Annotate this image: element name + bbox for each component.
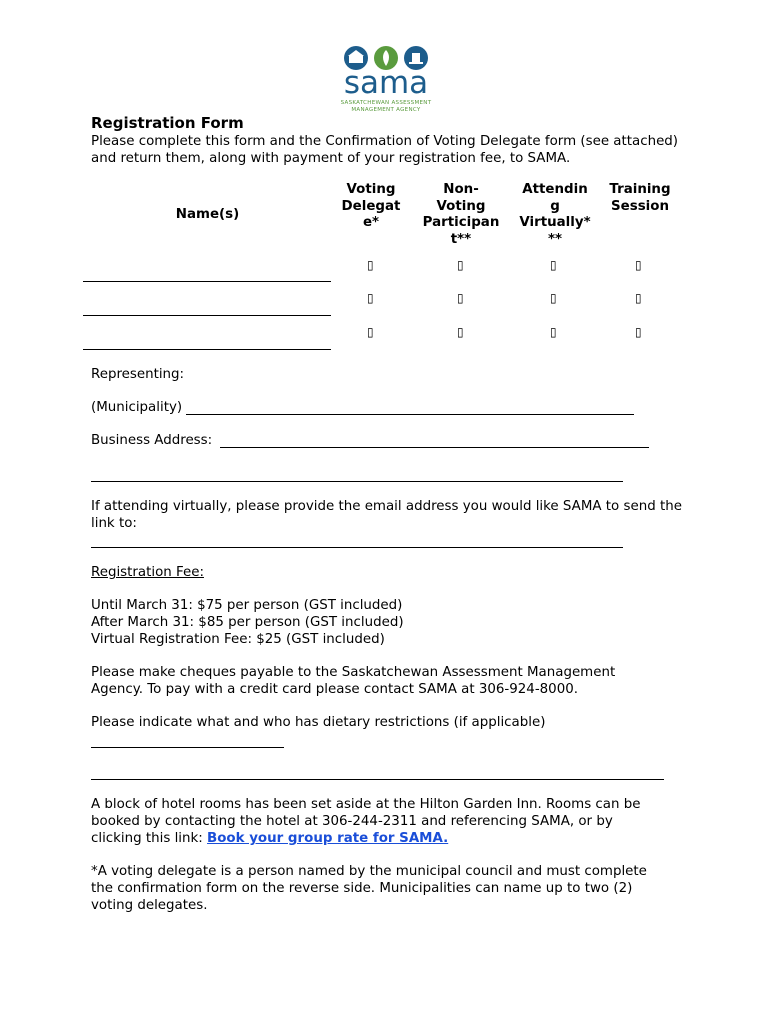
dietary-field[interactable] — [91, 747, 284, 748]
form-title: Registration Form — [91, 114, 244, 132]
header-non-voting: Non- Voting Participan t** — [422, 182, 500, 247]
footnote-3: voting delegates. — [91, 898, 208, 913]
checkbox-training-3[interactable]: ▯ — [635, 325, 642, 339]
business-address-label: Business Address: — [91, 433, 213, 448]
fee-3: Virtual Registration Fee: $25 (GST included) — [91, 632, 385, 647]
hotel-text-1: A block of hotel rooms has been set aside at the Hilton Garden Inn. Rooms can be — [91, 797, 641, 812]
checkbox-voting-2[interactable]: ▯ — [367, 291, 374, 305]
name-line-1[interactable] — [83, 281, 331, 282]
fee-heading: Registration Fee: — [91, 565, 204, 580]
hotel-booking-link[interactable]: Book your group rate for SAMA. — [207, 831, 449, 846]
logo-subtitle: SASKATCHEWAN ASSESSMENT MANAGEMENT AGENCY — [340, 100, 432, 113]
checkbox-voting-3[interactable]: ▯ — [367, 325, 374, 339]
dietary-text: Please indicate what and who has dietary restrictions (if applicable) — [91, 715, 546, 730]
municipality-field[interactable] — [186, 414, 634, 415]
footnote-1: *A voting delegate is a person named by the municipal council and must complete — [91, 864, 647, 879]
name-line-3[interactable] — [83, 349, 331, 350]
representing-label: Representing: — [91, 367, 185, 382]
header-names: Name(s) — [175, 207, 240, 222]
fee-2: After March 31: $85 per person (GST included) — [91, 615, 404, 630]
intro-text: Please complete this form and the Confirmation of Voting Delegate form (see attached) and return them, along with payment of your registration fee, to SAMA. — [91, 134, 679, 166]
hotel-text-3-line — [91, 830, 691, 847]
header-attending-virtually: Attendin g Virtually* ** — [519, 182, 591, 247]
checkbox-training-1[interactable]: ▯ — [635, 258, 642, 272]
virtual-email-text: If attending virtually, please provide the email address you would like SAMA to send the link to: — [91, 499, 682, 531]
header-training-session: Training Session — [609, 182, 671, 214]
checkbox-non-voting-2[interactable]: ▯ — [457, 291, 464, 305]
logo-wordmark: sama — [343, 65, 429, 101]
checkbox-non-voting-3[interactable]: ▯ — [457, 325, 464, 339]
sama-logo — [340, 44, 432, 114]
municipality-label: (Municipality) — [91, 400, 183, 415]
checkbox-training-2[interactable]: ▯ — [635, 291, 642, 305]
header-voting-delegate: Voting Delegat e* — [341, 182, 401, 230]
email-field[interactable] — [91, 547, 623, 548]
footnote-2: the confirmation form on the reverse side. Municipalities can name up to two (2) — [91, 881, 633, 896]
payment-text-2: Agency. To pay with a credit card please contact SAMA at 306-924-8000. — [91, 682, 578, 697]
checkbox-virtual-1[interactable]: ▯ — [550, 258, 557, 272]
business-address-field[interactable] — [220, 447, 649, 448]
fee-1: Until March 31: $75 per person (GST included) — [91, 598, 403, 613]
hotel-text-3: clicking this link: — [91, 831, 208, 846]
name-line-2[interactable] — [83, 315, 331, 316]
business-address-field-2[interactable] — [91, 481, 623, 482]
checkbox-voting-1[interactable]: ▯ — [367, 258, 374, 272]
dietary-field-2[interactable] — [91, 779, 664, 780]
checkbox-virtual-2[interactable]: ▯ — [550, 291, 557, 305]
hotel-text-2: booked by contacting the hotel at 306-244-2311 and referencing SAMA, or by — [91, 814, 613, 829]
checkbox-virtual-3[interactable]: ▯ — [550, 325, 557, 339]
payment-text-1: Please make cheques payable to the Saskatchewan Assessment Management — [91, 665, 616, 680]
checkbox-non-voting-1[interactable]: ▯ — [457, 258, 464, 272]
